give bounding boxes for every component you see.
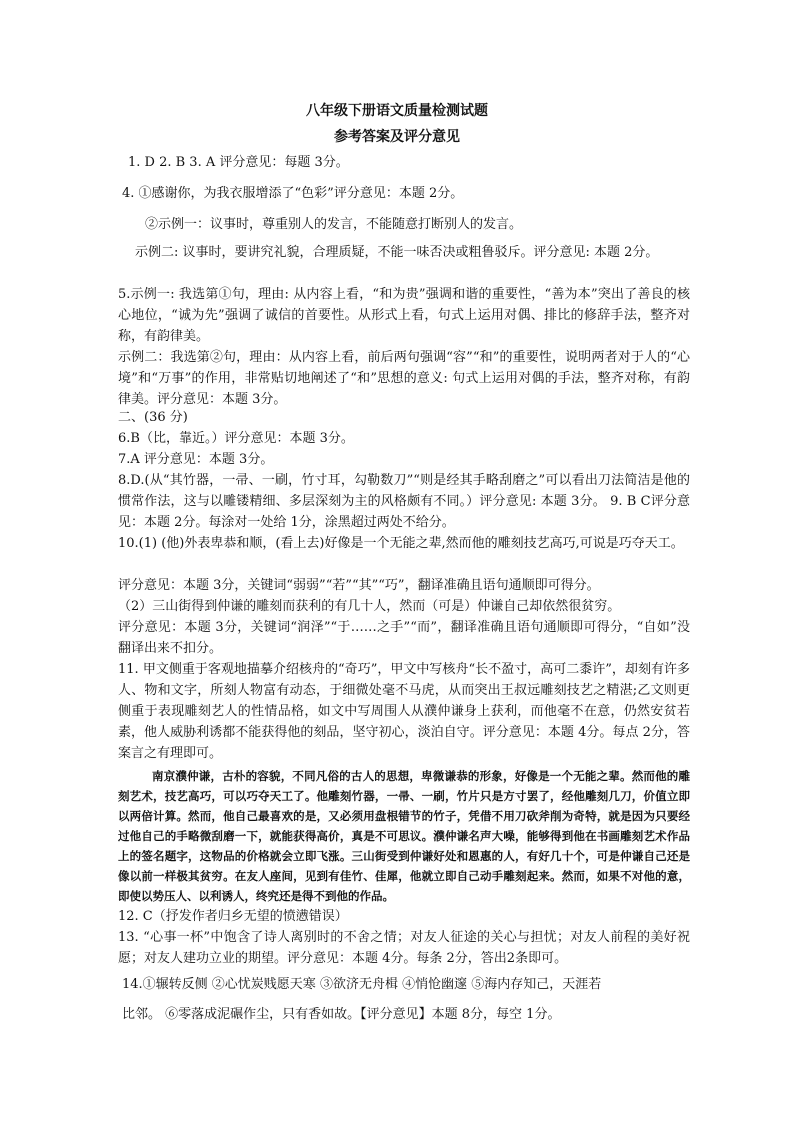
- answer-10-1: 10.(1) (他)外表卑恭和顺，(看上去)好像是一个无能之辈,然而他的雕刻技艺高巧,可说是巧夺天工。: [118, 536, 684, 551]
- document-title: 八年级下册语文质量检测试题: [306, 103, 488, 119]
- answer-4-1: 4. ①感谢你，为我衣服增添了“色彩”评分意见：本题 2分。: [122, 186, 464, 201]
- answer-14-line1: 14.①辗转反侧 ②心忧炭贱愿天寒 ③欲济无舟楫 ④悄怆幽邃 ⑤海内存知己，天涯若: [122, 977, 602, 992]
- answer-10-2: （2）三山街得到仲谦的雕刻而获利的有几十人，然而（可是）仲谦自己却依然很贫穷。: [118, 599, 621, 614]
- answer-11: 11. 甲文侧重于客观地描摹介绍核舟的“奇巧”，甲文中写核舟“长不盈寸，高可二黍许”，却刻有许多人、物和文字，所刻人物富有动态，于细微处毫不马虎，从而突出王叔远雕刻技艺之精湛;乙文则更侧重于表现雕刻艺人的性情品格，如文中写周围人从濮仲谦身上获利，而他毫不在意，仍然安贫若素，他人威胁利诱都不能获得他的刻品，坚守初心，淡泊自守。评分意见：本题 4分。每点 2分，答案言之有理即可。: [118, 662, 690, 761]
- answer-1-3: 1. D 2. B 3. A 评分意见：每题 3分。: [128, 155, 349, 170]
- answer-6: 6.B（比，靠近。）评分意见：本题 3分。: [118, 431, 354, 446]
- answer-7: 7.A 评分意见：本题 3分。: [118, 452, 274, 467]
- answer-13: 13. “心事一杯”中饱含了诗人离别时的不舍之情；对友人征途的关心与担忧；对友人前程的美好祝愿；对友人建功立业的期望。评分意见：本题 4分。每条 2分，答出2条即可。: [118, 930, 690, 966]
- answer-4-2-example2: 示例二: 议事时，要讲究礼貌，合理质疑，不能一味否决或粗鲁驳斥。评分意见: 本题 2分。: [135, 245, 659, 260]
- answer-5-example1: 5.示例一: 我选第①句，理由: 从内容上看，“和为贵”强调和谐的重要性，“善为本”突出了善良的核心地位，“诚为先”强调了诚信的首要性。从形式上看，句式上运用对偶、排比的修辞手法，整齐对称，有韵律美。: [118, 287, 690, 344]
- document-subtitle: 参考答案及评分意见: [334, 129, 460, 145]
- translation-passage: 南京濮仲谦，古朴的容貌，不同凡俗的古人的思想，卑微谦恭的形象，好像是一个无能之辈。然而他的雕刻艺术，技艺高巧，可以巧夺天工了。他雕刻竹器，一帚、一刷，竹片只是方寸罢了，经他雕刻几刀，价值立即以两倍计算。然而，他自己最喜欢的是，又必须用盘根错节的竹子，凭借不用刀砍斧削为奇特，就是因为只要经过他自己的手略微刮磨一下，就能获得高价，真是不可思议。濮仲谦名声大噪，能够得到他在书画雕刻艺术作品上的签名题字，这物品的价格就会立即飞涨。三山街受到仲谦好处和恩惠的人，有好几十个，可是仲谦自己还是像以前一样极其贫穷。在友人座间，见到有佳竹、佳犀，他就立即自己动手雕刻起来。然而，如果不对他的意，即使以势压人、以利诱人，终究还是得不到他的作品。: [118, 769, 690, 903]
- answer-14-line2: 比邻。 ⑥零落成泥碾作尘，只有香如故。【评分意见】本题 8分，每空 1分。: [122, 1007, 561, 1022]
- answer-5-example2: 示例二：我选第②句，理由：从内容上看，前后两句强调“容”“和”的重要性，说明两者对于人的“心境”和“万事”的作用，非常贴切地阐述了“和”思想的意义: 句式上运用对偶的手法，整齐对称，有韵律美。评分意见：本题 3分。: [118, 350, 690, 407]
- answer-10-2-scoring: 评分意见：本题 3分，关键词“润泽”“于……之手”“而”，翻译准确且语句通顺即可得分，“自如”没翻译出来不扣分。: [118, 620, 690, 656]
- section-two-heading: 二、(36 分): [118, 410, 188, 425]
- answer-8-9: 8.D.(从“其竹器，一帚、一刷，竹寸耳，勾勒数刀”“则是经其手略刮磨之”可以看出刀法简洁是他的惯常作法，这与以雕镂精细、多层深刻为主的风格颇有不同。）评分意见: 本题 3分。 9. B C评分意见：本题 2分。每涂对一处给 1分，涂黑超过两处不给分。: [118, 473, 690, 530]
- answer-10-1-scoring: 评分意见：本题 3分，关键词“弱弱”“若”“其”“巧”，翻译准确且语句通顺即可得分。: [118, 578, 600, 593]
- answer-12: 12. C（抒发作者归乡无望的愤懑错误）: [118, 909, 348, 924]
- answer-4-2-example1: ②示例一：议事时，尊重别人的发言，不能随意打断别人的发言。: [145, 217, 523, 232]
